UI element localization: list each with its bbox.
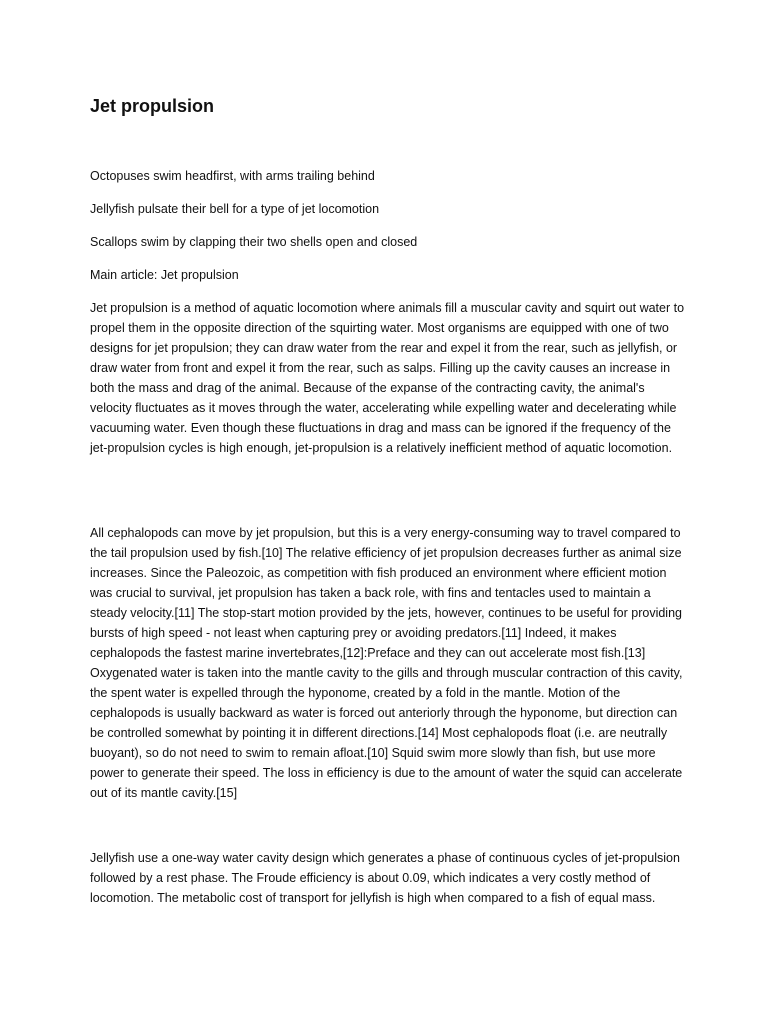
caption-octopus: Octopuses swim headfirst, with arms trailing behind [90, 169, 375, 183]
caption-scallops: Scallops swim by clapping their two shells open and closed [90, 235, 418, 249]
paragraph-cephalopods: All cephalopods can move by jet propulsion, but this is a very energy-consuming way to travel compared to the tail propulsion used by fish.[10] The relative efficiency of jet propulsion decreases further as animal size increases. Since the Paleozoic, as competition with fish produced an environment where efficient motion was crucial to survival, jet propulsion has taken a back role, with fins and tentacles used to maintain a steady velocity.[11] The stop-start motion provided by the jets, however, continues to be useful for providing bursts of high speed - not least when capturing prey or avoiding predators.[11] Indeed, it makes cephalopods the fastest marine invertebrates,[12]:Preface and they can out accelerate most fish.[13] Oxygenated water is taken into the mantle cavity to the gills and through muscular contraction of this cavity, the spent water is expelled through the hyponome, created by a fold in the mantle. Motion of the cephalopods is usually backward as water is forced out anteriorly through the hyponome, but direction can be controlled somewhat by pointing it in different directions.[14] Most cephalopods float (i.e. are neutrally buoyant), so do not need to swim to remain afloat.[10] Squid swim more slowly than fish, but use more power to generate their speed. The loss in efficiency is due to the amount of water the squid can accelerate out of its mantle cavity.[15] [90, 526, 683, 800]
page-title: Jet propulsion [90, 96, 215, 116]
caption-jellyfish: Jellyfish pulsate their bell for a type of jet locomotion [90, 202, 380, 216]
paragraph-jellyfish: Jellyfish use a one-way water cavity design which generates a phase of continuous cycles of jet-propulsion followed by a rest phase. The Froude efficiency is about 0.09, which indicates a very costly method of locomotion. The metabolic cost of transport for jellyfish is high when compared to a fish of equal mass. [90, 851, 680, 905]
main-article-note: Main article: Jet propulsion [90, 268, 239, 282]
paragraph-jet-propulsion: Jet propulsion is a method of aquatic locomotion where animals fill a muscular cavity and squirt out water to propel them in the opposite direction of the squirting water. Most organisms are equipped with one of two designs for jet propulsion; they can draw water from the rear and expel it from the rear, such as jellyfish, or draw water from front and expel it from the rear, such as salps. Filling up the cavity causes an increase in both the mass and drag of the animal. Because of the expanse of the contracting cavity, the animal's velocity fluctuates as it moves through the water, accelerating while expelling water and decelerating while vacuuming water. Even though these fluctuations in drag and mass can be ignored if the frequency of the jet-propulsion cycles is high enough, jet-propulsion is a relatively inefficient method of aquatic locomotion. [90, 301, 685, 455]
